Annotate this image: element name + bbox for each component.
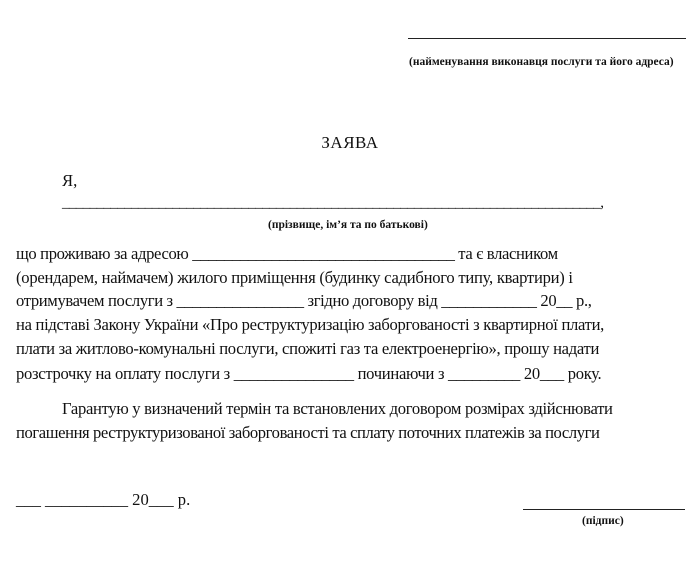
body-line-2: (орендарем, наймачем) жилого приміщення (будинку садибного типу, квартири) і — [16, 268, 573, 287]
signature-caption: (підпис) — [582, 515, 624, 527]
date-line: ___ __________ 20___ р. — [16, 490, 191, 509]
name-line: ______________________________________________________________________________, — [62, 195, 604, 211]
recipient-caption: (найменування виконавця послуги та його адреса) — [409, 56, 674, 68]
body-line-1: що проживаю за адресою _________________________________ та є власником — [16, 244, 558, 263]
recipient-line — [408, 38, 686, 39]
guarantee-line-1: Гарантую у визначений термін та встановлених договором розмірах здійснювати — [62, 399, 613, 418]
body-line-4: на підставі Закону України «Про реструктуризацію заборгованості з квартирної плати, — [16, 315, 605, 334]
applicant-prefix: Я, — [62, 171, 78, 190]
body-line-3: отримувачем послуги з ________________ згідно договору від ____________ 20__ р., — [16, 291, 592, 310]
body-line-5: плати за житлово-комунальні послуги, спожиті газ та електроенергію», прошу надати — [16, 339, 600, 358]
document-title: ЗАЯВА — [321, 133, 379, 152]
guarantee-line-2: погашення реструктуризованої заборгованості та сплату поточних платежів за послуги — [16, 423, 600, 442]
name-caption: (прізвище, ім’я та по батькові) — [268, 219, 428, 231]
body-line-6: розстрочку на оплату послуги з _______________ починаючи з _________ 20___ року. — [16, 364, 602, 383]
signature-line — [523, 509, 685, 510]
